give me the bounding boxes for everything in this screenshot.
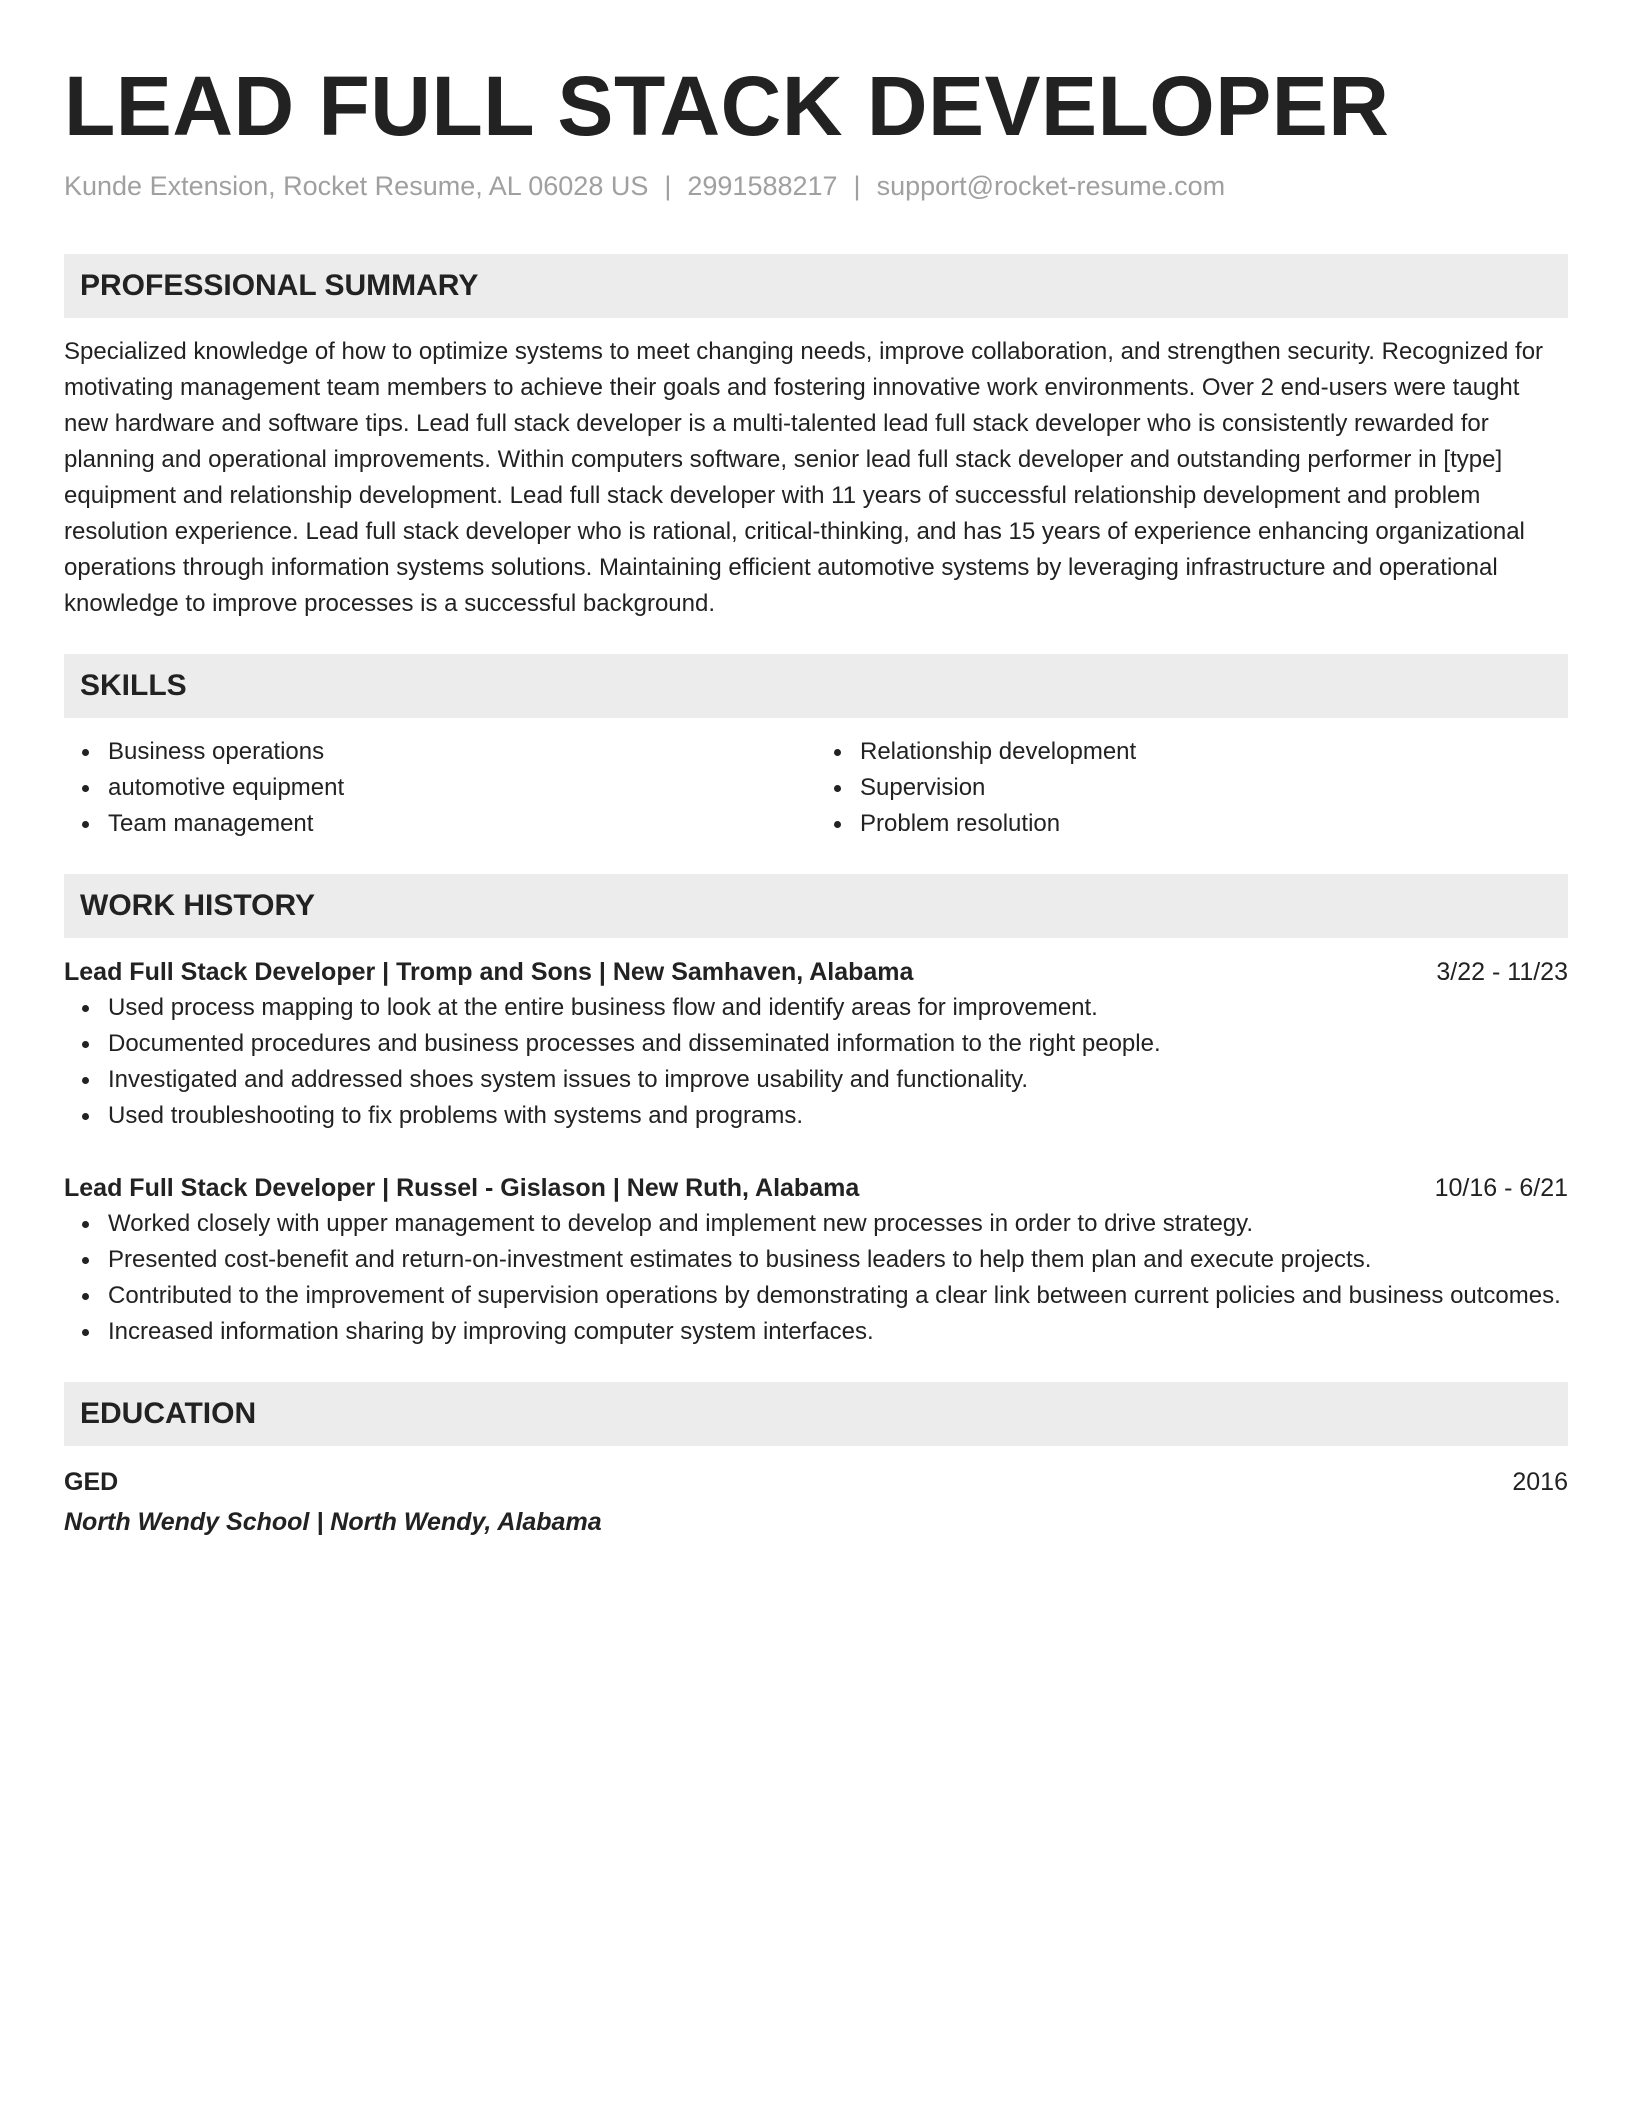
job-bullets: [64, 990, 1568, 1134]
education-entry: [64, 1464, 1568, 1540]
job-bullet: Worked closely with upper management to develop and implement new processes in order to drive strategy.: [108, 1206, 1568, 1242]
job-header: [64, 1170, 1568, 1206]
contact-address: Kunde Extension, Rocket Resume, AL 06028 US: [64, 171, 649, 201]
job-dates: 3/22 - 11/23: [1436, 958, 1568, 986]
job-dates: 10/16 - 6/21: [1434, 1174, 1568, 1202]
skill-item: Business operations: [108, 734, 816, 770]
contact-line: [64, 168, 1568, 204]
education-school: North Wendy School | North Wendy, Alabama: [64, 1508, 602, 1536]
skill-item: Supervision: [860, 770, 1568, 806]
job-entry: [64, 954, 1568, 1134]
contact-separator: |: [664, 171, 672, 201]
skill-item: automotive equipment: [108, 770, 816, 806]
job-bullet: Contributed to the improvement of supervision operations by demonstrating a clear link between current policies and business outcomes.: [108, 1278, 1568, 1314]
candidate-name: LEAD FULL STACK DEVELOPER: [64, 59, 1390, 153]
skills-column-right: [816, 734, 1568, 842]
education-heading: EDUCATION: [64, 1382, 1568, 1446]
education-header: [64, 1464, 1568, 1500]
job-bullet: Documented procedures and business processes and disseminated information to the right people.: [108, 1026, 1568, 1062]
summary-text: Specialized knowledge of how to optimize systems to meet changing needs, improve collaboration, and strengthen security. Recognized for motivating management team members to achieve their goals and fostering innovative work environments. Over 2 end-users were taught new hardware and software tips. Lead full stack developer is a multi-talented lead full stack developer who is consistently rewarded for planning and operational improvements. Within computers software, senior lead full stack developer and outstanding performer in [type] equipment and relationship development. Lead full stack developer with 11 years of successful relationship development and problem resolution experience. Lead full stack developer who is rational, critical-thinking, and has 15 years of experience enhancing organizational operations through information systems solutions. Maintaining efficient automotive systems by leveraging infrastructure and operational knowledge to improve processes is a successful background.: [64, 338, 1544, 617]
job-header: [64, 954, 1568, 990]
job-bullet: Increased information sharing by improving computer system interfaces.: [108, 1314, 1568, 1350]
job-bullets: [64, 1206, 1568, 1350]
job-bullet: Presented cost-benefit and return-on-investment estimates to business leaders to help them plan and execute projects.: [108, 1242, 1568, 1278]
job-entry: [64, 1170, 1568, 1350]
contact-separator: |: [853, 171, 861, 201]
skills-column-left: [64, 734, 816, 842]
job-bullet: Used troubleshooting to fix problems with systems and programs.: [108, 1098, 1568, 1134]
skill-item: Problem resolution: [860, 806, 1568, 842]
skill-item: Team management: [108, 806, 816, 842]
education-year: 2016: [1512, 1468, 1568, 1496]
summary-heading: PROFESSIONAL SUMMARY: [64, 254, 1568, 318]
job-title: Lead Full Stack Developer | Tromp and Sons | New Samhaven, Alabama: [64, 958, 914, 986]
skills-heading: SKILLS: [64, 654, 1568, 718]
contact-email: support@rocket-resume.com: [876, 171, 1226, 201]
skill-item: Relationship development: [860, 734, 1568, 770]
contact-phone: 2991588217: [687, 171, 838, 201]
skills-list: [64, 734, 1568, 842]
job-bullet: Investigated and addressed shoes system issues to improve usability and functionality.: [108, 1062, 1568, 1098]
job-title: Lead Full Stack Developer | Russel - Gislason | New Ruth, Alabama: [64, 1174, 860, 1202]
job-bullet: Used process mapping to look at the entire business flow and identify areas for improvement.: [108, 990, 1568, 1026]
education-degree: GED: [64, 1468, 119, 1496]
work-history-heading: WORK HISTORY: [64, 874, 1568, 938]
